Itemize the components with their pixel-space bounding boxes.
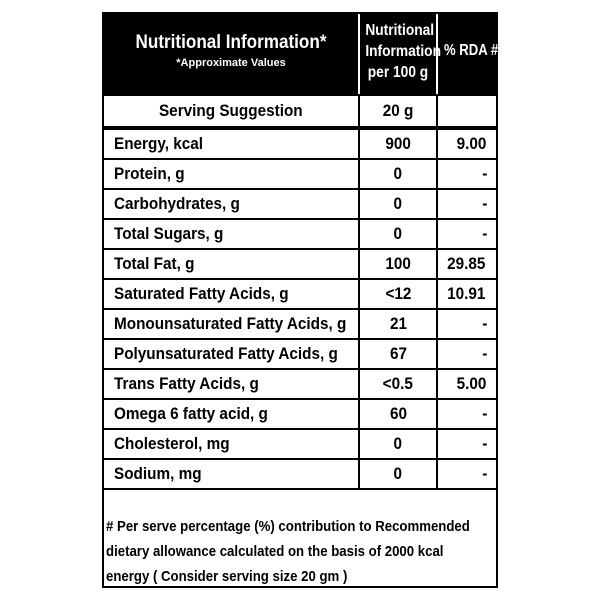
nutrient-rda-cell	[438, 430, 496, 458]
serving-suggestion-row	[104, 96, 496, 130]
nutrient-value: 21	[389, 314, 407, 333]
table-row	[104, 340, 496, 370]
nutrient-name: Saturated Fatty Acids, g	[114, 284, 289, 303]
nutrient-value-cell	[358, 370, 438, 398]
table-row	[104, 130, 496, 160]
nutrient-rda: -	[482, 224, 488, 243]
table-row	[104, 190, 496, 220]
nutrient-value-cell	[358, 220, 438, 248]
nutrient-name: Energy, kcal	[114, 134, 204, 153]
per-100g-header-line: Information	[365, 43, 441, 60]
header-title-cell	[104, 14, 358, 94]
nutrient-value-cell	[358, 250, 438, 278]
nutrition-label	[102, 12, 498, 588]
nutrient-name-cell	[104, 280, 358, 308]
nutrient-rda: -	[482, 434, 488, 453]
nutrient-rda: 29.85	[447, 254, 486, 273]
nutrient-value-cell	[358, 430, 438, 458]
nutrient-name-cell	[104, 460, 358, 488]
table-row	[104, 160, 496, 190]
per-100g-header-line: Nutritional	[365, 22, 435, 39]
nutrient-name-cell	[104, 400, 358, 428]
nutrient-value: 0	[393, 164, 403, 183]
nutrient-rda: -	[482, 344, 488, 363]
footnote-line: energy ( Consider serving size 20 gm )	[106, 568, 348, 585]
nutrient-name-cell	[104, 160, 358, 188]
nutrient-name: Omega 6 fatty acid, g	[114, 404, 268, 423]
nutrient-name-cell	[104, 340, 358, 368]
serving-rda-cell	[438, 96, 496, 126]
nutrient-value: 0	[393, 194, 403, 213]
per-100g-column-header	[358, 14, 441, 94]
nutrient-name: Carbohydrates, g	[114, 194, 240, 213]
nutrient-value-cell	[358, 400, 438, 428]
nutrient-rda: -	[482, 164, 488, 183]
nutrition-table	[104, 94, 496, 490]
nutrient-value: 900	[385, 134, 411, 153]
nutrient-name-cell	[104, 130, 358, 158]
nutrient-rda-cell	[438, 250, 496, 278]
nutrient-rda: -	[482, 194, 488, 213]
serving-value-cell	[358, 96, 438, 126]
nutrient-name: Sodium, mg	[114, 464, 202, 483]
nutrient-rda: -	[482, 314, 488, 333]
footnote-line: dietary allowance calculated on the basis of 2000 kcal	[106, 543, 444, 560]
nutrient-name-cell	[104, 310, 358, 338]
nutrient-value-cell	[358, 190, 438, 218]
nutrient-name: Trans Fatty Acids, g	[114, 374, 259, 393]
nutrient-value-cell	[358, 160, 438, 188]
nutrient-rda-cell	[438, 220, 496, 248]
nutrient-name: Polyunsaturated Fatty Acids, g	[114, 344, 338, 363]
nutrient-rda-cell	[438, 190, 496, 218]
nutrition-title: Nutritional Information*	[135, 32, 327, 53]
nutrient-rda: -	[482, 464, 488, 483]
table-row	[104, 280, 496, 310]
nutrient-name: Protein, g	[114, 164, 185, 183]
footnote-line: # Per serve percentage (%) contribution to Recommended	[106, 518, 470, 535]
nutrient-rda-cell	[438, 370, 496, 398]
nutrient-name: Cholesterol, mg	[114, 434, 230, 453]
serving-value: 20 g	[382, 101, 414, 120]
nutrient-value-cell	[358, 130, 438, 158]
nutrient-value-cell	[358, 310, 438, 338]
nutrient-name: Total Sugars, g	[114, 224, 224, 243]
nutrient-rda-cell	[438, 460, 496, 488]
nutrient-value: 67	[389, 344, 407, 363]
nutrient-rda: 5.00	[456, 374, 487, 393]
nutrient-rda: -	[482, 404, 488, 423]
nutrient-rda-cell	[438, 340, 496, 368]
table-row	[104, 310, 496, 340]
nutrient-value-cell	[358, 280, 438, 308]
nutrition-header	[104, 14, 499, 94]
nutrient-name-cell	[104, 370, 358, 398]
rda-header-label: % RDA #	[443, 42, 499, 59]
nutrient-rda-cell	[438, 160, 496, 188]
table-row	[104, 460, 496, 490]
nutrient-name-cell	[104, 250, 358, 278]
nutrient-name-cell	[104, 430, 358, 458]
serving-label-cell	[104, 96, 358, 126]
nutrient-value-cell	[358, 340, 438, 368]
nutrient-value-cell	[358, 460, 438, 488]
table-row	[104, 250, 496, 280]
nutrient-rda-cell	[438, 130, 496, 158]
nutrition-subtitle: *Approximate Values	[176, 57, 286, 69]
nutrient-name: Total Fat, g	[114, 254, 195, 273]
nutrient-rda: 9.00	[456, 134, 487, 153]
nutrient-name: Monounsaturated Fatty Acids, g	[114, 314, 347, 333]
nutrient-name-cell	[104, 190, 358, 218]
nutrient-value: 100	[385, 254, 411, 273]
nutrient-value: 60	[389, 404, 407, 423]
rda-column-header	[438, 14, 499, 94]
nutrient-value: 0	[393, 464, 403, 483]
nutrient-rda-cell	[438, 310, 496, 338]
nutrient-value: 0	[393, 224, 403, 243]
nutrient-value: 0	[393, 434, 403, 453]
nutrient-value: <0.5	[382, 374, 414, 393]
table-row	[104, 370, 496, 400]
table-row	[104, 220, 496, 250]
nutrient-rda-cell	[438, 280, 496, 308]
nutrient-rda: 10.91	[447, 284, 486, 303]
nutrient-value: <12	[385, 284, 411, 303]
per-100g-header-line: per 100 g	[367, 64, 429, 81]
serving-label: Serving Suggestion	[159, 101, 303, 120]
nutrient-rda-cell	[438, 400, 496, 428]
table-row	[104, 400, 496, 430]
table-row	[104, 430, 496, 460]
nutrient-name-cell	[104, 220, 358, 248]
rda-footnote	[104, 514, 496, 589]
